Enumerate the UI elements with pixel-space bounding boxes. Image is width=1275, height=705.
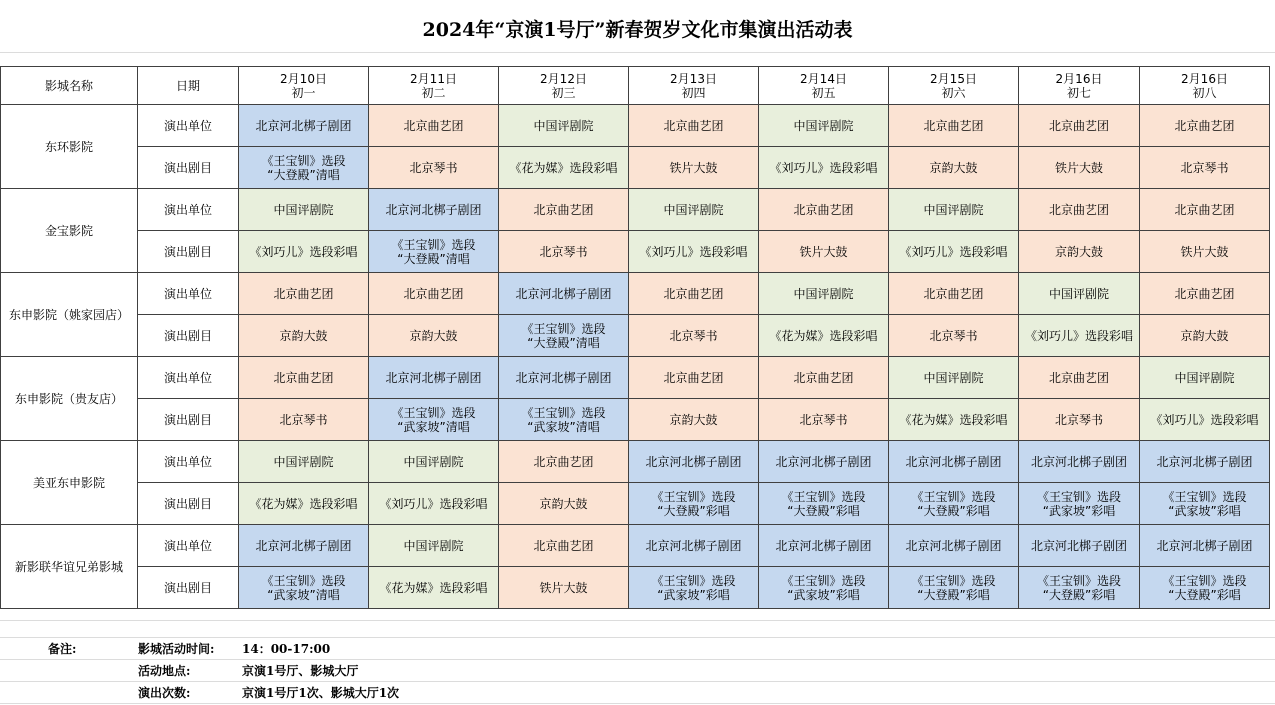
day-header[interactable] [499, 67, 629, 105]
note-key[interactable]: 演出次数: [138, 686, 191, 700]
program-cell-line2: “武家坡”彩唱 [657, 587, 730, 602]
program-cell[interactable] [1140, 147, 1270, 189]
sheet-gridline [0, 52, 1275, 53]
program-cell[interactable] [369, 567, 499, 609]
program-cell-line1: 《刘巧儿》选段彩唱 [379, 496, 488, 511]
program-cell[interactable] [629, 231, 759, 273]
program-cell-line1: 《王宝钏》选段 [911, 489, 996, 504]
performer-cell[interactable]: 北京曲艺团 [1140, 105, 1270, 147]
program-cell-line1: 《王宝钏》选段 [521, 321, 606, 336]
program-cell[interactable] [239, 147, 369, 189]
program-cell[interactable] [759, 315, 889, 357]
program-cell[interactable] [629, 399, 759, 441]
table-row [1, 399, 1270, 441]
program-cell[interactable] [239, 315, 369, 357]
performer-cell[interactable]: 北京河北梆子剧团 [1019, 525, 1140, 567]
program-cell[interactable] [759, 147, 889, 189]
program-cell-line2: “大登殿”彩唱 [787, 503, 860, 518]
performer-cell[interactable]: 中国评剧院 [759, 105, 889, 147]
program-cell-line2: “大登殿”彩唱 [917, 587, 990, 602]
day-header[interactable] [629, 67, 759, 105]
performer-cell[interactable]: 北京曲艺团 [629, 357, 759, 399]
performer-cell[interactable]: 中国评剧院 [889, 189, 1019, 231]
program-cell-line1: 《花为媒》选段彩唱 [379, 580, 488, 595]
performer-cell[interactable]: 北京曲艺团 [759, 357, 889, 399]
performer-cell[interactable]: 北京曲艺团 [1019, 105, 1140, 147]
program-cell-line1: 《刘巧儿》选段彩唱 [769, 160, 878, 175]
program-cell[interactable] [369, 315, 499, 357]
program-cell[interactable] [369, 399, 499, 441]
program-cell-line1: 北京琴书 [539, 244, 588, 259]
program-cell[interactable] [759, 567, 889, 609]
performer-cell[interactable]: 北京河北梆子剧团 [1019, 441, 1140, 483]
program-cell[interactable] [499, 231, 629, 273]
table-row [1, 273, 1270, 315]
row-label-program[interactable]: 演出剧目 [138, 399, 239, 441]
program-cell-line1: 《刘巧儿》选段彩唱 [639, 244, 748, 259]
program-cell-line1: 《花为媒》选段彩唱 [769, 328, 878, 343]
program-cell-line2: “大登殿”彩唱 [917, 503, 990, 518]
program-cell-line2: “武家坡”清唱 [527, 419, 600, 434]
program-cell[interactable] [889, 483, 1019, 525]
day-date: 2月13日 [670, 71, 717, 86]
program-cell-line2: “武家坡”彩唱 [787, 587, 860, 602]
program-cell-line1: 北京琴书 [799, 412, 848, 427]
program-cell-line1: 《刘巧儿》选段彩唱 [249, 244, 358, 259]
row-label-unit[interactable]: 演出单位 [138, 189, 239, 231]
performer-cell[interactable]: 中国评剧院 [759, 273, 889, 315]
day-lunar: 初三 [551, 85, 576, 100]
row-label-program[interactable]: 演出剧目 [138, 147, 239, 189]
cinema-column-header[interactable]: 影城名称 [1, 67, 138, 105]
note-value[interactable]: 京演1号厅、影城大厅 [242, 664, 359, 678]
table-row [1, 525, 1270, 567]
program-cell[interactable] [499, 483, 629, 525]
program-cell-line1: 《王宝钏》选段 [521, 405, 606, 420]
program-cell[interactable] [629, 567, 759, 609]
performer-cell[interactable]: 北京河北梆子剧团 [499, 273, 629, 315]
program-cell-line1: 《花为媒》选段彩唱 [509, 160, 618, 175]
table-row [1, 189, 1270, 231]
program-cell-line1: 《王宝钏》选段 [911, 573, 996, 588]
day-date: 2月12日 [540, 71, 587, 86]
schedule-table [0, 66, 1270, 609]
program-cell-line1: 《刘巧儿》选段彩唱 [899, 244, 1008, 259]
day-header[interactable] [369, 67, 499, 105]
sheet-gridline [0, 681, 1275, 682]
day-lunar: 初四 [681, 85, 706, 100]
program-cell[interactable] [629, 483, 759, 525]
note-value[interactable]: 京演1号厅1次、影城大厅1次 [242, 686, 400, 700]
program-cell-line2: “大登殿”彩唱 [657, 503, 730, 518]
program-cell[interactable] [239, 483, 369, 525]
program-cell[interactable] [239, 399, 369, 441]
program-cell-line1: 京韵大鼓 [539, 496, 588, 511]
program-cell[interactable] [499, 567, 629, 609]
sheet-title: 2024年“京演1号厅”新春贺岁文化市集演出活动表 [422, 19, 853, 41]
day-lunar: 初五 [811, 85, 836, 100]
program-cell-line1: 《王宝钏》选段 [1162, 489, 1247, 504]
program-cell-line2: “武家坡”清唱 [267, 587, 340, 602]
program-cell[interactable] [1019, 231, 1140, 273]
program-cell-line1: 《王宝钏》选段 [781, 489, 866, 504]
performer-cell[interactable]: 北京曲艺团 [629, 105, 759, 147]
sheet-gridline [0, 620, 1275, 621]
table-row [1, 147, 1270, 189]
program-cell-line1: 京韵大鼓 [929, 160, 978, 175]
cinema-name[interactable]: 东环影院 [1, 105, 138, 189]
performer-cell[interactable]: 北京河北梆子剧团 [629, 441, 759, 483]
performer-cell[interactable]: 北京曲艺团 [759, 189, 889, 231]
program-cell[interactable] [239, 231, 369, 273]
program-cell[interactable] [1140, 399, 1270, 441]
table-row [1, 483, 1270, 525]
program-cell-line1: 北京琴书 [669, 328, 718, 343]
program-cell-line1: 《王宝钏》选段 [261, 153, 346, 168]
day-date: 2月16日 [1055, 71, 1103, 86]
performer-cell[interactable]: 北京河北梆子剧团 [369, 357, 499, 399]
program-cell-line1: 《王宝钏》选段 [391, 237, 476, 252]
program-cell-line1: 《王宝钏》选段 [1162, 573, 1247, 588]
performer-cell[interactable]: 北京曲艺团 [369, 273, 499, 315]
cinema-name[interactable]: 金宝影院 [1, 189, 138, 273]
sheet-gridline [0, 703, 1275, 704]
note-key[interactable]: 影城活动时间: [138, 642, 215, 656]
program-cell[interactable] [1019, 483, 1140, 525]
performer-cell[interactable]: 北京曲艺团 [629, 273, 759, 315]
program-cell-line1: 铁片大鼓 [1180, 244, 1229, 259]
program-cell[interactable] [369, 231, 499, 273]
day-date: 2月14日 [800, 71, 847, 86]
program-cell-line1: 北京琴书 [409, 160, 458, 175]
cinema-name[interactable]: 东申影院（贵友店） [1, 357, 138, 441]
day-header[interactable] [1140, 67, 1270, 105]
program-cell-line1: 《王宝钏》选段 [261, 573, 346, 588]
program-cell-line2: “大登殿”清唱 [397, 251, 470, 266]
program-cell-line1: 《王宝钏》选段 [1036, 573, 1121, 588]
program-cell[interactable] [889, 567, 1019, 609]
program-cell[interactable] [1140, 483, 1270, 525]
program-cell[interactable] [1140, 567, 1270, 609]
performer-cell[interactable]: 中国评剧院 [1140, 357, 1270, 399]
program-cell-line1: 京韵大鼓 [1180, 328, 1229, 343]
program-cell[interactable] [1140, 315, 1270, 357]
program-cell-line1: 铁片大鼓 [669, 160, 718, 175]
program-cell[interactable] [889, 231, 1019, 273]
program-cell[interactable] [889, 147, 1019, 189]
table-row [1, 567, 1270, 609]
row-label-unit[interactable]: 演出单位 [138, 357, 239, 399]
program-cell-line1: 《王宝钏》选段 [391, 405, 476, 420]
program-cell[interactable] [1140, 231, 1270, 273]
program-cell-line1: 京韵大鼓 [1054, 244, 1103, 259]
cinema-name[interactable]: 东申影院（姚家园店） [1, 273, 138, 357]
program-cell[interactable] [889, 315, 1019, 357]
performer-cell[interactable]: 中国评剧院 [369, 441, 499, 483]
program-cell-line1: 《王宝钏》选段 [781, 573, 866, 588]
cinema-name[interactable]: 美亚东申影院 [1, 441, 138, 525]
performer-cell[interactable]: 中国评剧院 [239, 441, 369, 483]
date-column-header[interactable]: 日期 [138, 67, 239, 105]
program-cell-line2: “武家坡”彩唱 [1168, 503, 1241, 518]
row-label-program[interactable]: 演出剧目 [138, 483, 239, 525]
program-cell-line1: 北京琴书 [279, 412, 328, 427]
performer-cell[interactable]: 北京曲艺团 [499, 441, 629, 483]
performer-cell[interactable]: 北京曲艺团 [239, 357, 369, 399]
performer-cell[interactable]: 北京曲艺团 [499, 189, 629, 231]
header-row [1, 67, 1270, 105]
program-cell-line1: 北京琴书 [1180, 160, 1229, 175]
program-cell-line2: “大登殿”清唱 [527, 335, 600, 350]
program-cell-line1: 《刘巧儿》选段彩唱 [1024, 328, 1133, 343]
program-cell-line2: “武家坡”彩唱 [1042, 503, 1116, 518]
cinema-name[interactable]: 新影联华谊兄弟影城 [1, 525, 138, 609]
program-cell[interactable] [369, 147, 499, 189]
performer-cell[interactable]: 北京曲艺团 [1140, 189, 1270, 231]
program-cell[interactable] [1019, 567, 1140, 609]
day-lunar: 初一 [291, 85, 316, 100]
performer-cell[interactable]: 北京曲艺团 [1140, 273, 1270, 315]
note-key[interactable]: 活动地点: [138, 664, 191, 678]
program-cell-line2: “大登殿”彩唱 [1168, 587, 1241, 602]
row-label-program[interactable]: 演出剧目 [138, 315, 239, 357]
program-cell-line1: 《花为媒》选段彩唱 [249, 496, 358, 511]
performer-cell[interactable]: 北京曲艺团 [889, 273, 1019, 315]
row-label-program[interactable]: 演出剧目 [138, 567, 239, 609]
day-lunar: 初八 [1192, 85, 1217, 100]
program-cell[interactable] [1019, 399, 1140, 441]
program-cell-line2: “武家坡”清唱 [397, 419, 470, 434]
program-cell-line2: “大登殿”彩唱 [1042, 587, 1116, 602]
performer-cell[interactable]: 中国评剧院 [889, 357, 1019, 399]
performer-cell[interactable]: 北京河北梆子剧团 [889, 525, 1019, 567]
program-cell-line1: 京韵大鼓 [279, 328, 328, 343]
table-row [1, 315, 1270, 357]
performer-cell[interactable]: 北京曲艺团 [239, 273, 369, 315]
table-row [1, 441, 1270, 483]
performer-cell[interactable]: 北京河北梆子剧团 [369, 189, 499, 231]
program-cell[interactable] [499, 147, 629, 189]
program-cell-line1: 铁片大鼓 [1054, 160, 1103, 175]
day-header[interactable] [759, 67, 889, 105]
program-cell-line1: 京韵大鼓 [409, 328, 458, 343]
notes-label[interactable]: 备注: [48, 642, 77, 656]
program-cell[interactable] [759, 483, 889, 525]
day-lunar: 初六 [941, 85, 966, 100]
performer-cell[interactable]: 北京河北梆子剧团 [629, 525, 759, 567]
program-cell[interactable] [759, 231, 889, 273]
program-cell[interactable] [499, 315, 629, 357]
day-date: 2月11日 [410, 71, 457, 86]
performer-cell[interactable]: 北京曲艺团 [1019, 189, 1140, 231]
program-cell[interactable] [629, 147, 759, 189]
performer-cell[interactable]: 北京曲艺团 [499, 525, 629, 567]
day-header[interactable] [239, 67, 369, 105]
table-row [1, 105, 1270, 147]
row-label-program[interactable]: 演出剧目 [138, 231, 239, 273]
program-cell-line1: 北京琴书 [929, 328, 978, 343]
performer-cell[interactable]: 中国评剧院 [239, 189, 369, 231]
row-label-unit[interactable]: 演出单位 [138, 273, 239, 315]
performer-cell[interactable]: 北京河北梆子剧团 [499, 357, 629, 399]
day-lunar: 初二 [421, 85, 446, 100]
program-cell[interactable] [889, 399, 1019, 441]
program-cell-line1: 京韵大鼓 [669, 412, 718, 427]
day-lunar: 初七 [1066, 85, 1091, 100]
program-cell[interactable] [629, 315, 759, 357]
note-value[interactable]: 14：00-17:00 [242, 642, 331, 656]
performer-cell[interactable]: 中国评剧院 [1019, 273, 1140, 315]
performer-cell[interactable]: 北京河北梆子剧团 [1140, 441, 1270, 483]
program-cell-line1: 《王宝钏》选段 [1036, 489, 1121, 504]
program-cell-line1: 铁片大鼓 [539, 580, 588, 595]
performer-cell[interactable]: 北京河北梆子剧团 [759, 525, 889, 567]
day-date: 2月16日 [1181, 71, 1228, 86]
program-cell-line1: 《王宝钏》选段 [651, 489, 736, 504]
table-row [1, 231, 1270, 273]
row-label-unit[interactable]: 演出单位 [138, 525, 239, 567]
day-header[interactable] [889, 67, 1019, 105]
performer-cell[interactable]: 北京曲艺团 [1019, 357, 1140, 399]
program-cell[interactable] [759, 399, 889, 441]
performer-cell[interactable]: 中国评剧院 [369, 525, 499, 567]
day-header[interactable] [1019, 67, 1140, 105]
program-cell[interactable] [369, 483, 499, 525]
performer-cell[interactable]: 北京曲艺团 [369, 105, 499, 147]
day-date: 2月15日 [930, 71, 977, 86]
performer-cell[interactable]: 中国评剧院 [629, 189, 759, 231]
day-date: 2月10日 [280, 71, 327, 86]
program-cell-line1: 《花为媒》选段彩唱 [899, 412, 1008, 427]
performer-cell[interactable]: 中国评剧院 [499, 105, 629, 147]
performer-cell[interactable]: 北京河北梆子剧团 [1140, 525, 1270, 567]
program-cell[interactable] [1019, 147, 1140, 189]
row-label-unit[interactable]: 演出单位 [138, 105, 239, 147]
program-cell[interactable] [499, 399, 629, 441]
program-cell-line1: 北京琴书 [1054, 412, 1103, 427]
performer-cell[interactable]: 北京河北梆子剧团 [889, 441, 1019, 483]
performer-cell[interactable]: 北京河北梆子剧团 [759, 441, 889, 483]
performer-cell[interactable]: 北京河北梆子剧团 [239, 525, 369, 567]
table-row [1, 357, 1270, 399]
performer-cell[interactable]: 北京曲艺团 [889, 105, 1019, 147]
program-cell-line1: 铁片大鼓 [799, 244, 848, 259]
row-label-unit[interactable]: 演出单位 [138, 441, 239, 483]
program-cell[interactable] [239, 567, 369, 609]
performer-cell[interactable]: 北京河北梆子剧团 [239, 105, 369, 147]
program-cell-line1: 《王宝钏》选段 [651, 573, 736, 588]
program-cell-line2: “大登殿”清唱 [267, 167, 340, 182]
program-cell[interactable] [1019, 315, 1140, 357]
program-cell-line1: 《刘巧儿》选段彩唱 [1150, 412, 1259, 427]
